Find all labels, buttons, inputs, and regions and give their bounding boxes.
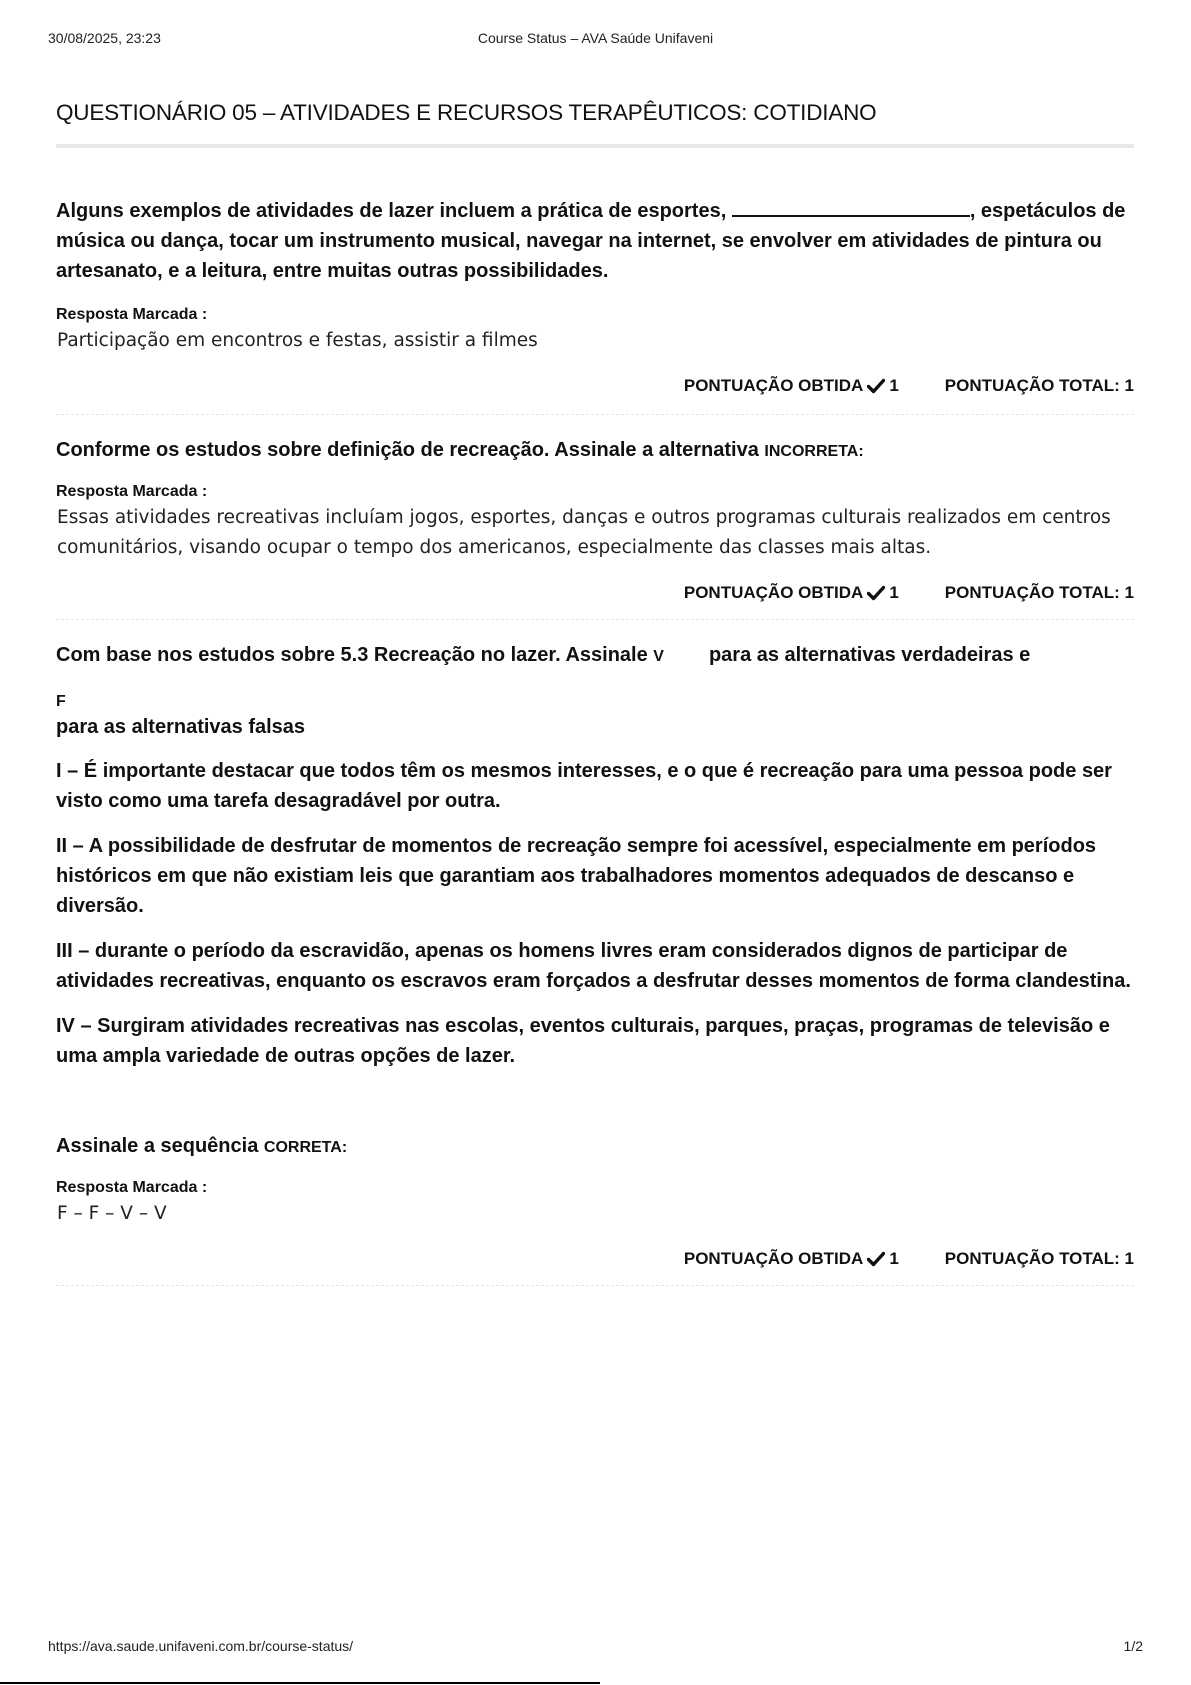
question-intro-after: para as alternativas verdadeiras e bbox=[708, 644, 1031, 666]
question-text-main: Conforme os estudos sobre definição de recreação. Assinale a alternativa bbox=[56, 439, 759, 461]
answer-label: Resposta Marcada : bbox=[56, 483, 208, 500]
score-obtained-label: PONTUAÇÃO OBTIDA bbox=[683, 376, 864, 395]
score-total: PONTUAÇÃO TOTAL: 1 bbox=[944, 1249, 1134, 1268]
true-letter: V bbox=[653, 648, 664, 665]
sequence-prompt-text: Assinale a sequência bbox=[56, 1135, 259, 1157]
answer-text: Participação em encontros e festas, assistir a filmes bbox=[57, 330, 538, 351]
score-obtained bbox=[684, 376, 899, 396]
question-falsas-text: para as alternativas falsas bbox=[56, 716, 306, 738]
score-total: PONTUAÇÃO TOTAL: 1 bbox=[944, 583, 1134, 602]
print-page-number: 1/2 bbox=[1123, 1638, 1143, 1654]
quiz-title: QUESTIONÁRIO 05 – ATIVIDADES E RECURSOS TERAPÊUTICOS: COTIDIANO bbox=[56, 100, 1134, 148]
score-row bbox=[56, 374, 1134, 398]
quiz-content bbox=[56, 100, 1134, 1286]
sequence-emphasis: CORRETA: bbox=[263, 1139, 348, 1156]
question-text bbox=[56, 196, 1134, 286]
score-obtained bbox=[684, 1249, 899, 1269]
print-header bbox=[48, 30, 1143, 50]
statement-2: II – A possibilidade de desfrutar de momentos de recreação sempre foi acessível, especialmente em períodos históricos em que não existiam leis que garantiam aos trabalhadores momentos adequados de descanso e diversão. bbox=[56, 835, 1097, 917]
page-edge-line bbox=[0, 1682, 600, 1684]
sequence-prompt bbox=[56, 1131, 1134, 1163]
question-3 bbox=[56, 640, 1134, 1286]
check-icon bbox=[867, 378, 885, 394]
score-row bbox=[56, 581, 1134, 605]
question-text-before-blank: Alguns exemplos de atividades de lazer incluem a prática de esportes, bbox=[56, 200, 727, 222]
check-icon bbox=[867, 1251, 885, 1267]
question-2 bbox=[56, 435, 1134, 620]
question-text bbox=[56, 435, 1134, 467]
answer-label: Resposta Marcada : bbox=[56, 1179, 208, 1196]
answer-text: Essas atividades recreativas incluíam jogos, esportes, danças e outros programas culturais realizados em centros comunitários, visando ocupar o tempo dos americanos, especialmente das classes mais altas. bbox=[57, 507, 1111, 558]
statement-1: I – É importante destacar que todos têm os mesmos interesses, e o que é recreação para uma pessoa pode ser visto como uma tarefa desagradável por outra. bbox=[56, 760, 1112, 812]
score-obtained bbox=[684, 583, 899, 603]
question-text-after-blank: , espetáculos de música ou dança, tocar um instrumento musical, navegar na internet, se envolver em atividades de pintura ou artesanato, e a leitura, entre muitas outras possibilidades. bbox=[56, 200, 1126, 282]
score-obtained-value: 1 bbox=[889, 583, 899, 602]
answer-text: F – F – V – V bbox=[57, 1203, 167, 1224]
false-letter: F bbox=[56, 693, 66, 710]
print-url: https://ava.saude.unifaveni.com.br/course-status/ bbox=[48, 1638, 354, 1654]
score-obtained-label: PONTUAÇÃO OBTIDA bbox=[683, 583, 864, 602]
question-intro-text: Com base nos estudos sobre 5.3 Recreação no lazer. Assinale bbox=[56, 644, 648, 666]
answer-label: Resposta Marcada : bbox=[56, 306, 208, 323]
statement-3: III – durante o período da escravidão, apenas os homens livres eram considerados dignos de participar de atividades recreativas, enquanto os escravos eram forçados a desfrutar desses momentos de forma clandestina. bbox=[56, 940, 1131, 992]
print-footer bbox=[48, 1638, 1143, 1658]
statement-4: IV – Surgiram atividades recreativas nas escolas, eventos culturais, parques, praças, programas de televisão e uma ampla variedade de outras opções de lazer. bbox=[56, 1015, 1110, 1067]
question-intro bbox=[56, 640, 1134, 672]
question-emphasis: INCORRETA: bbox=[764, 443, 864, 460]
score-obtained-value: 1 bbox=[889, 376, 899, 395]
print-datetime: 30/08/2025, 23:23 bbox=[48, 30, 161, 46]
fill-in-blank bbox=[732, 197, 970, 217]
score-row bbox=[56, 1247, 1134, 1271]
score-total: PONTUAÇÃO TOTAL: 1 bbox=[944, 376, 1134, 395]
question-1 bbox=[56, 196, 1134, 415]
check-icon bbox=[867, 585, 885, 601]
score-obtained-label: PONTUAÇÃO OBTIDA bbox=[683, 1249, 864, 1268]
score-obtained-value: 1 bbox=[889, 1249, 899, 1268]
print-page-title: Course Status – AVA Saúde Unifaveni bbox=[477, 30, 714, 46]
